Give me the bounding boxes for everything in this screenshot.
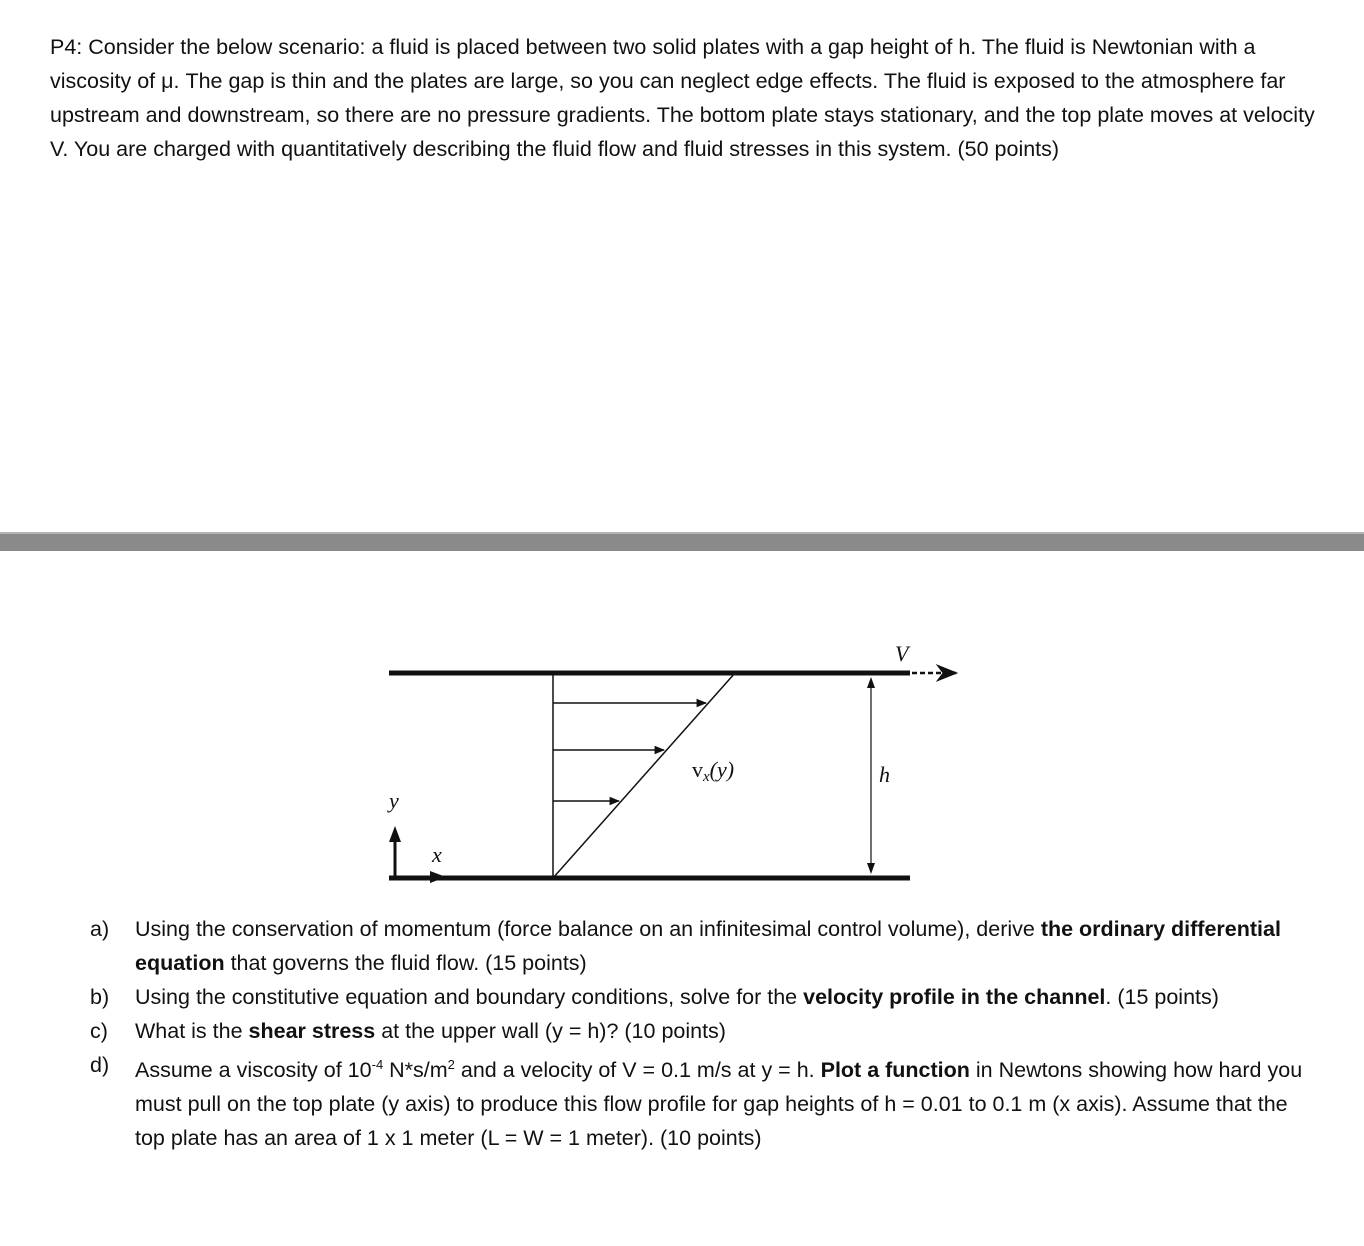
label-x: x — [432, 842, 442, 867]
question-marker: c) — [90, 1019, 108, 1043]
couette-flow-diagram — [0, 600, 1364, 900]
problem-intro: P4: Consider the below scenario: a fluid is placed between two solid plates with a gap height of h. The fluid is Newtonian with a viscosity of μ. The gap is thin and the plates are large, so you can neglect edge effects. The fluid is exposed to the atmosphere far upstream and downstream, so there are no pressure gradients. The bottom plate stays stationary, and the top plate moves at velocity V. You are charged with quantitatively describing the fluid flow and fluid stresses in this system. (50 points) — [50, 35, 1315, 161]
label-V: V — [895, 641, 909, 666]
question-d: d) Assume a viscosity of $10^{-4}$ $N*s/m^2$ and a velocity of V = 0.1 m/s at y = h. Plot a function in Newtons showing how hard you must pull on the top plate (y axis) to produce this flow profile for gap heights of h = 0.01 to 0.1 m (x axis). Assume that the top plate has an area of 1 x 1 meter (L = W = 1 meter). (10 points) — [90, 1048, 1315, 1155]
label-h: h — [879, 762, 890, 787]
label-vx: vx(y) — [692, 757, 735, 785]
question-b: b) Using the constitutive equation and boundary conditions, solve for the velocity profile in the channel. (15 points) — [90, 980, 1315, 1014]
section-divider — [0, 532, 1364, 551]
question-list — [90, 912, 1315, 1155]
label-y: y — [389, 788, 399, 813]
question-marker: d) — [90, 1053, 110, 1077]
question-marker: b) — [90, 985, 110, 1009]
question-marker: a) — [90, 917, 110, 941]
question-a: a) Using the conservation of momentum (force balance on an infinitesimal control volume), derive the ordinary differential equation that governs the fluid flow. (15 points) — [90, 912, 1315, 980]
question-c: c) What is the shear stress at the upper wall (y = h)? (10 points) — [90, 1014, 1315, 1048]
